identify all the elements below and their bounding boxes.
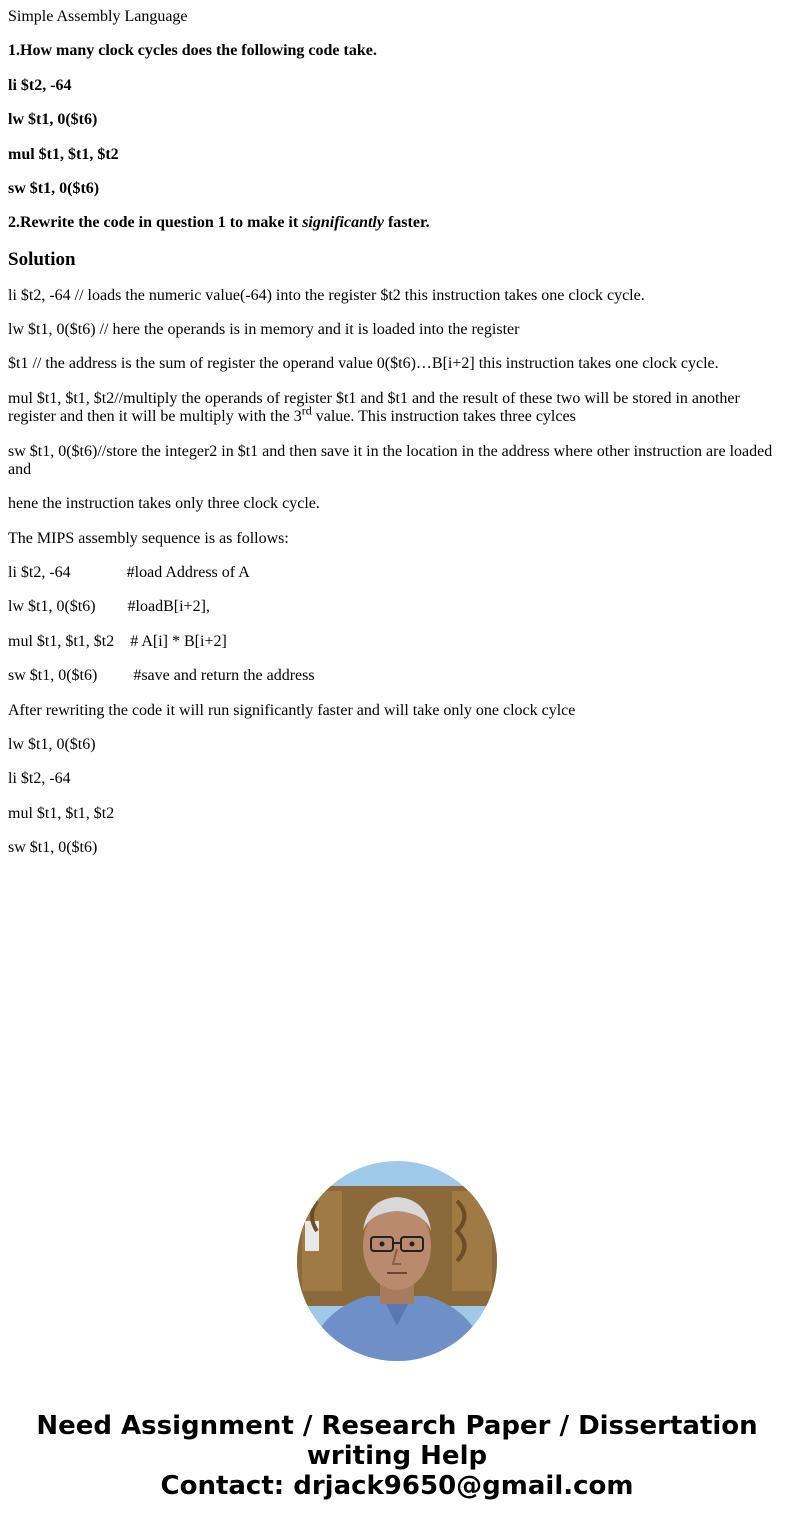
mips-line [8,667,786,685]
mul-text: mul $t1, $t1, $t2//multiply the operands of register $t1 and $t1 and the result of these two will be stored in another register and then it will be multiply with the 3 [8,389,740,426]
author-photo [297,1161,497,1361]
solution-paragraph: sw $t1, 0($t6)//store the integer2 in $t1 and then save it in the location in the address where other instruction are loaded and [8,442,773,478]
code-line: mul $t1, $t1, $t2 [8,145,119,163]
mips-gap [97,667,133,684]
author-portrait-image [297,1161,497,1361]
code-line: sw $t1, 0($t6) [8,179,100,197]
code-line: li $t2, -64 [8,76,72,94]
mips-comment: #loadB[i+2], [127,598,210,616]
solution-paragraph: $t1 // the address is the sum of register the operand value 0($t6)…B[i+2] this instruction takes one clock cycle. [8,355,719,373]
mips-instruction: lw $t1, 0($t6) [8,598,96,616]
rewritten-code-line: sw $t1, 0($t6) [8,839,98,857]
mips-comment: # A[i] * B[i+2] [130,632,227,650]
question-2-tail: faster. [383,214,430,232]
rewritten-code-line: mul $t1, $t1, $t2 [8,804,115,822]
promo-line: writing Help [306,1441,488,1471]
ordinal-suffix: rd [301,403,312,418]
document-title: Simple Assembly Language [8,8,188,25]
promo-line: Need Assignment / Research Paper / Dissertation [36,1411,758,1441]
question-2-text: 2.Rewrite the code in question 1 to make it [8,214,303,232]
rewritten-code-line: li $t2, -64 [8,770,71,788]
mips-gap [71,564,127,581]
after-rewrite-text: After rewriting the code it will run significantly faster and will take only one clock cylce [8,701,576,719]
solution-paragraph: lw $t1, 0($t6) // here the operands is in memory and it is loaded into the register [8,320,520,338]
mips-instruction: sw $t1, 0($t6) [8,667,98,685]
promo-contact: Contact: drjack9650@gmail.com [160,1471,634,1501]
solution-paragraph: li $t2, -64 // loads the numeric value(-64) into the register $t2 this instruction takes one clock cycle. [8,286,645,304]
solution-paragraph-mul [8,390,786,427]
mips-line [8,633,786,651]
mips-line [8,564,786,582]
mips-comment: #load Address of A [126,564,250,582]
solution-heading: Solution [8,248,76,270]
code-line: lw $t1, 0($t6) [8,111,98,129]
question-2-emphasis: significantly [302,214,384,232]
solution-paragraph: hene the instruction takes only three clock cycle. [8,495,320,513]
question-2 [8,214,786,232]
mips-gap [96,598,128,615]
promo-banner [0,1411,794,1501]
mul-text-tail: value. This instruction takes three cylces [311,408,576,426]
mips-instruction: li $t2, -64 [8,564,71,582]
mips-intro: The MIPS assembly sequence is as follows: [8,529,289,547]
document-body [0,8,794,858]
question-1: 1.How many clock cycles does the following code take. [8,42,377,60]
rewritten-code-line: lw $t1, 0($t6) [8,736,96,754]
mips-comment: #save and return the address [133,667,315,685]
mips-line [8,598,786,616]
mips-gap [114,633,130,650]
mips-instruction: mul $t1, $t1, $t2 [8,632,115,650]
